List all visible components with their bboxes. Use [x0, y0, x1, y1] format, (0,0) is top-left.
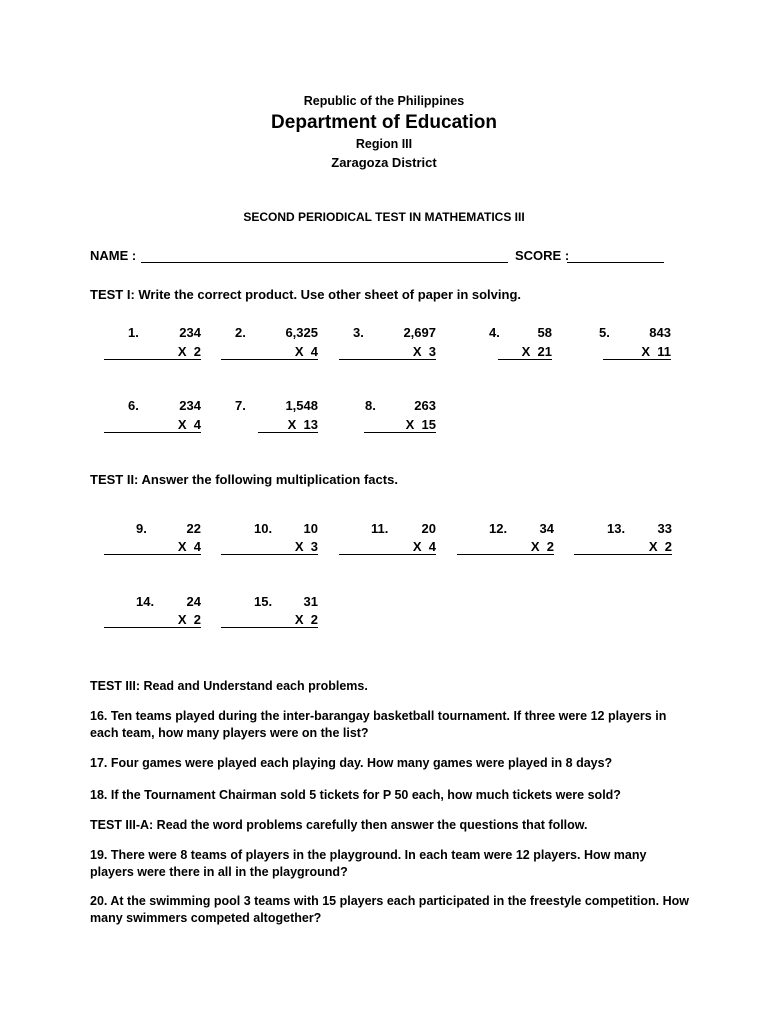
- question-19: 19. There were 8 teams of players in the playground. In each team were 12 players. How many players were there in all in the playground?: [90, 848, 647, 879]
- multiplicand: 58: [537, 325, 552, 340]
- multiplicand: 234: [179, 325, 201, 340]
- test3-instruction: TEST III: Read and Understand each problems.: [90, 679, 368, 693]
- multiplicand: 6,325: [285, 325, 318, 340]
- republic-heading: Republic of the Philippines: [303, 94, 465, 108]
- multiplicand: 24: [186, 594, 201, 609]
- score-label: SCORE :: [515, 248, 570, 263]
- item-number: 10.: [254, 521, 273, 536]
- multiplicand: 34: [539, 521, 554, 536]
- question-17: 17. Four games were played each playing day. How many games were played in 8 days?: [90, 756, 613, 770]
- multiplier: X 2: [574, 539, 672, 555]
- multiplier: X 4: [104, 417, 201, 433]
- item-number: 14.: [136, 594, 155, 609]
- item-number: 15.: [254, 594, 273, 609]
- item-number: 12.: [489, 521, 508, 536]
- district-heading: Zaragoza District: [331, 155, 437, 170]
- multiplicand: 31: [303, 594, 318, 609]
- multiplicand: 234: [179, 398, 201, 413]
- multiplier: X 13: [258, 417, 318, 433]
- name-label: NAME :: [90, 248, 137, 263]
- multiplier: X 3: [221, 539, 318, 555]
- item-number: 11.: [371, 521, 389, 536]
- item-number: 4.: [489, 325, 500, 340]
- department-heading: Department of Education: [271, 112, 497, 133]
- multiplicand: 22: [186, 521, 201, 536]
- multiplier: X 2: [221, 612, 318, 628]
- multiplicand: 263: [414, 398, 436, 413]
- multiplier: X 4: [104, 539, 201, 555]
- multiplier: X 15: [364, 417, 436, 433]
- multiplier: X 11: [603, 344, 671, 360]
- multiplicand: 33: [657, 521, 672, 536]
- item-number: 6.: [128, 398, 139, 413]
- item-number: 7.: [235, 398, 246, 413]
- question-20: 20. At the swimming pool 3 teams with 15 players each participated in the freestyle competition. How many swimmers competed altogether?: [90, 894, 689, 925]
- multiplier: X 21: [498, 344, 552, 360]
- multiplicand: 2,697: [403, 325, 436, 340]
- multiplier: X 3: [339, 344, 436, 360]
- multiplier: X 2: [104, 612, 201, 628]
- score-field[interactable]: [567, 250, 664, 263]
- multiplier: X 4: [339, 539, 436, 555]
- multiplicand: 1,548: [285, 398, 318, 413]
- item-number: 5.: [599, 325, 610, 340]
- item-number: 9.: [136, 521, 147, 536]
- multiplier: X 2: [457, 539, 554, 555]
- item-number: 3.: [353, 325, 364, 340]
- item-number: 2.: [235, 325, 246, 340]
- multiplier: X 4: [221, 344, 318, 360]
- test-title: SECOND PERIODICAL TEST IN MATHEMATICS III: [243, 210, 525, 224]
- region-heading: Region III: [355, 137, 413, 151]
- test3a-instruction: TEST III-A: Read the word problems carefully then answer the questions that follow.: [90, 818, 588, 832]
- name-field[interactable]: [141, 250, 508, 263]
- item-number: 13.: [607, 521, 626, 536]
- question-16: 16. Ten teams played during the inter-barangay basketball tournament. If three were 12 players in each team, how many players were on the list?: [90, 709, 667, 740]
- question-18: 18. If the Tournament Chairman sold 5 tickets for P 50 each, how much tickets were sold?: [90, 788, 621, 802]
- multiplicand: 20: [421, 521, 436, 536]
- multiplier: X 2: [104, 344, 201, 360]
- multiplicand: 843: [649, 325, 671, 340]
- test2-instruction: TEST II: Answer the following multiplication facts.: [90, 472, 398, 487]
- item-number: 1.: [128, 325, 139, 340]
- item-number: 8.: [365, 398, 376, 413]
- multiplicand: 10: [303, 521, 318, 536]
- test1-instruction: TEST I: Write the correct product. Use other sheet of paper in solving.: [90, 287, 521, 302]
